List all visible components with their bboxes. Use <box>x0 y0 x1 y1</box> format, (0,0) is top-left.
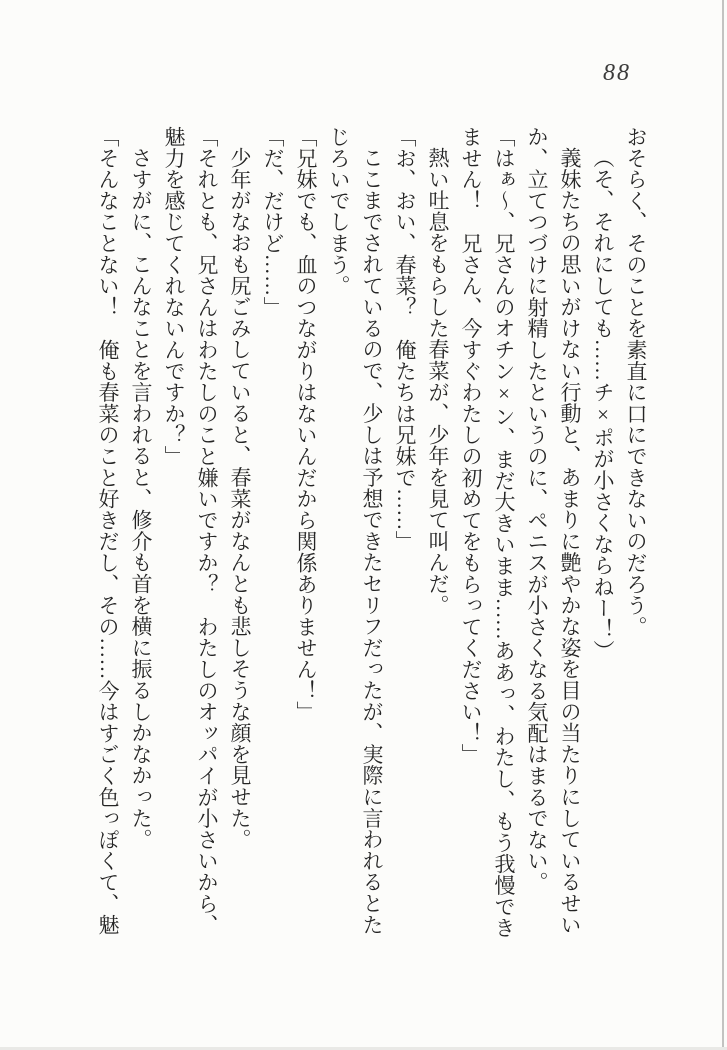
text-column-17: 「そんなことない！ 俺も春菜のこと好きだし、その……今はすごく色っぽくて、魅 <box>96 126 120 936</box>
text-column-16: さすがに、こんなことを言われると、修介も首を横に振るしかなかった。 <box>129 147 153 850</box>
text-column-2: （そ、それにしても……チ×ポが小さくならねー！） <box>591 147 615 662</box>
text-column-7: 熱い吐息をもらした春菜が、少年を見て叫んだ。 <box>426 147 450 616</box>
text-column-14: 「それとも、兄さんはわたしのこと嫌いですか？ わたしのオッパイが小さいから、 <box>195 126 219 936</box>
text-column-15: 魅力を感じてくれないんですか？」 <box>162 126 186 467</box>
page-edge-shadow <box>722 0 724 1050</box>
text-column-10: じろいでしまう。 <box>327 126 351 297</box>
text-block <box>89 126 652 940</box>
page-number: 88 <box>603 60 631 86</box>
text-column-5: 「はぁ～、兄さんのオチン×ン、まだ大きいまま……ああっ、わたし、もう我慢でき <box>492 126 516 939</box>
text-column-9: ここまでされているので、少しは予想できたセリフだったが、実際に言われるとた <box>360 147 384 936</box>
text-column-8: 「お、おい、春菜？ 俺たちは兄妹で……」 <box>393 126 417 552</box>
text-column-6: ません！ 兄さん、今すぐわたしの初めてをもらってください！」 <box>459 126 483 765</box>
text-column-12: 「だ、だけど……」 <box>261 126 285 318</box>
text-column-4: か、立てつづけに射精したというのに、ペニスが小さくなる気配はまるでない。 <box>525 126 549 893</box>
text-column-11: 「兄妹でも、血のつながりはないんだから関係ありません！」 <box>294 126 318 723</box>
text-column-3: 義妹たちの思いがけない行動と、あまりに艶やかな姿を目の当たりにしているせい <box>558 147 582 936</box>
text-column-1: おそらく、そのことを素直に口にできないのだろう。 <box>624 126 648 638</box>
text-column-13: 少年がなおも尻ごみしていると、春菜がなんとも悲しそうな顔を見せた。 <box>228 147 252 850</box>
